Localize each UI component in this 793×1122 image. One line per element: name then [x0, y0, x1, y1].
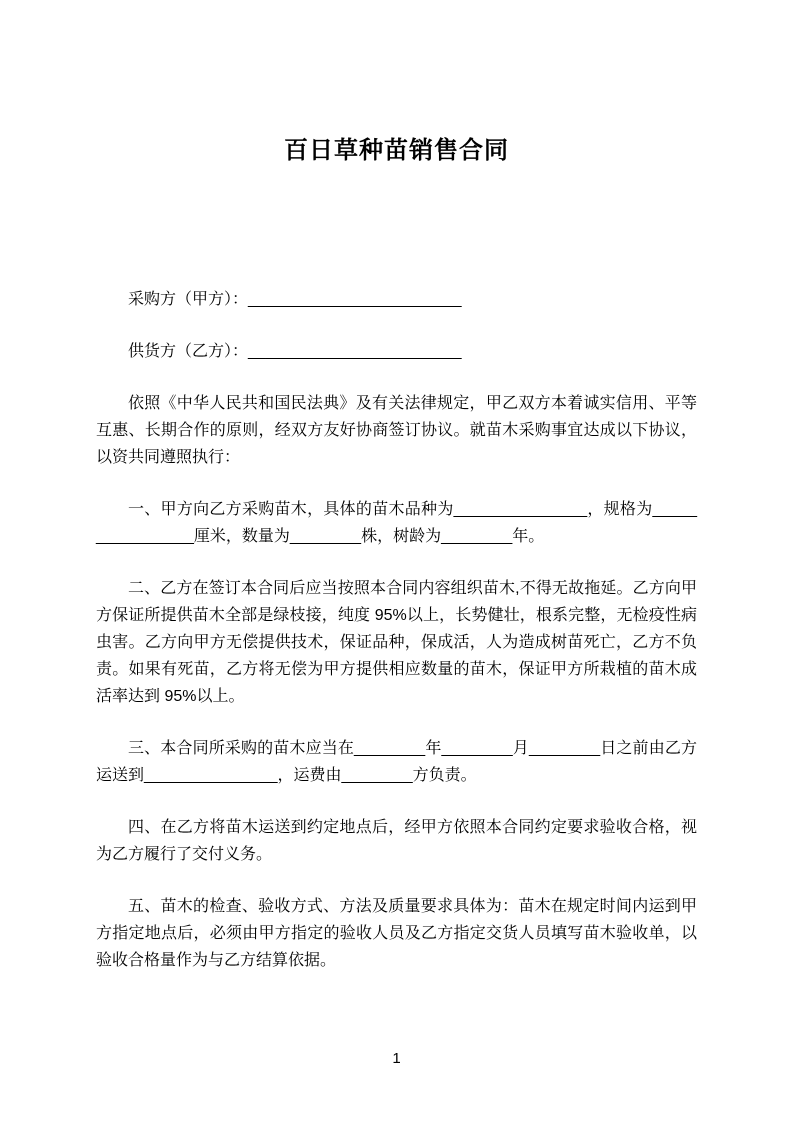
page-number: 1 — [392, 1050, 401, 1067]
clause-4-paragraph: 四、在乙方将苗木运送到约定地点后，经甲方依照本合同约定要求验收合格，视为乙方履行了交付义务。 — [96, 819, 697, 863]
clause-5-paragraph: 五、苗木的检查、验收方式、方法及质量要求具体为：苗木在规定时间内运到甲方指定地点后，必须由甲方指定的验收人员及乙方指定交货人员填写苗木验收单，以验收合格量作为与乙方结算依据。 — [96, 898, 697, 969]
preamble-paragraph: 依照《中华人民共和国民法典》及有关法律规定，甲乙双方本着诚实信用、平等互惠、长期合作的原则，经双方友好协商签订协议。就苗木采购事宜达成以下协议，以资共同遵照执行： — [96, 395, 697, 466]
clause-1-paragraph: 一、甲方向乙方采购苗木，具体的苗木品种为_______________，规格为________________厘米，数量为________株，树龄为________年。 — [96, 501, 697, 545]
page-title: 百日草种苗销售合同 — [284, 137, 509, 164]
clause-2-paragraph: 二、乙方在签订本合同后应当按照本合同内容组织苗木,不得无故拖延。乙方向甲方保证所提供苗木全部是绿枝接，纯度 95%以上，长势健壮，根系完整，无检疫性病虫害。乙方向甲方无偿提供技术，保证品种，保成活，人为造成树苗死亡，乙方不负责。如果有死苗，乙方将无偿为甲方提供相应数量的苗木，保证甲方所栽植的苗木成活率达到 95%以上。 — [96, 580, 697, 705]
supplier-party-blank: ________________________ — [248, 343, 462, 360]
buyer-party-label: 采购方（甲方）： — [128, 291, 249, 308]
supplier-party-label: 供货方（乙方）： — [128, 343, 249, 360]
supplier-party-line — [96, 338, 697, 365]
clause-3-paragraph: 三、本合同所采购的苗木应当在________年________月________日之前由乙方运送到_______________，运费由________方负责。 — [96, 740, 697, 784]
buyer-party-blank: ________________________ — [248, 291, 462, 308]
parties-block — [96, 286, 697, 365]
buyer-party-line — [96, 286, 697, 313]
